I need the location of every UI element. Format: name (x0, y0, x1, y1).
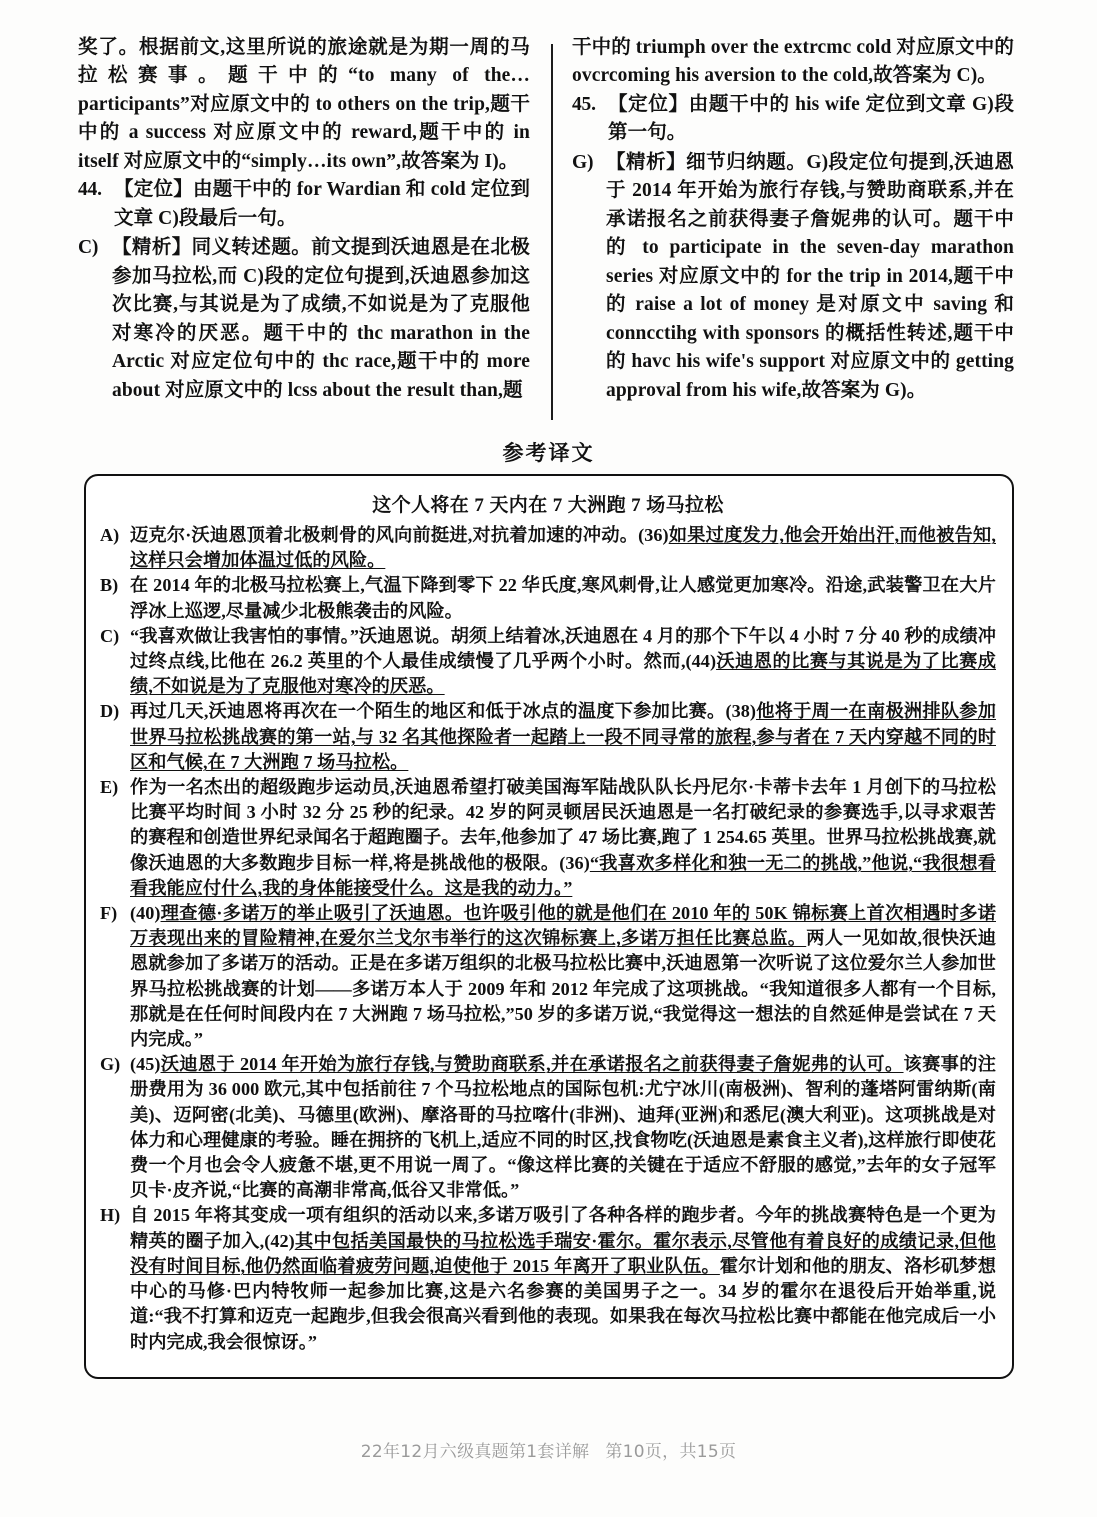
translation-paragraph (100, 573, 996, 623)
analysis-item-45-answer (572, 149, 1014, 405)
translation-paragraph-marker: F) (100, 903, 118, 924)
translation-segment: (45) (130, 1054, 161, 1075)
analysis-item-44-answer-text: 【精析】同义转述题。前文提到沃迪恩是在北极参加马拉松,而 C)段的定位句提到,沃迪恩参加这次比赛,与其说是为了成绩,不如说是为了克服他对寒冷的厌恶。题干中的 thc marathon in the Arctic 对应定位句中的 thc race,题干中的 more about 对应原文中的 lcss about the result than,题 (112, 237, 530, 401)
translation-segment: 霍尔计划和他的朋友、洛杉矶梦想中心的马修·巴内特牧师一起参加比赛,这是六名参赛的美国男子之一。34 岁的霍尔在退役后开始举重,说道:“我不打算和迈克一起跑步,但我会很高兴看到他的表现。如果我在每次马拉松比赛中都能在他完成后一小时内完成,我会很惊讶。” (130, 1255, 996, 1352)
translation-paragraph (100, 624, 996, 700)
translation-paragraph-marker: H) (100, 1205, 121, 1226)
translation-segment: 自 2015 年将其变成一项有组织的活动以来,多诺万吸引了各种各样的跑步者。今年的挑战赛特色是一个更为精英的圈子加入,(42) (130, 1205, 996, 1251)
analysis-columns (78, 34, 1030, 424)
translation-underlined-segment: 如果过度发力,他会开始出汗,而他被告知,这样只会增加体温过低的风险。 (130, 525, 996, 571)
analysis-continuation-text-right: 干中的 triumph over the extrcmc cold 对应原文中的 ovcrcoming his aversion to the cold,故答案为 C)。 (572, 37, 1014, 87)
translation-paragraph (100, 699, 996, 775)
translation-paragraph-text (130, 523, 996, 573)
translation-title: 这个人将在 7 天内在 7 大洲跑 7 场马拉松 (372, 495, 724, 516)
analysis-item-44-answer-marker: C) (78, 237, 99, 259)
analysis-item-45-answer-text: 【精析】细节归纳题。G)段定位句提到,沃迪恩于 2014 年开始为旅行存钱,与赞助商联系,并在承诺报名之前获得妻子詹妮弗的认可。题干中的 to participate in the seven-day marathon series 对应原文中的 for the trip in 2014,题干中的 raise a lot of money 是对原文中 saving 和 conncctihg with sponsors 的概括性转述,题干中的 havc his wife's support 对应原文中的 getting approval from his wife,故答案为 G)。 (606, 151, 1014, 401)
translation-paragraph-marker: D) (100, 701, 120, 722)
translation-paragraph-marker: C) (100, 625, 120, 646)
translation-paragraph (100, 1203, 996, 1354)
analysis-item-44-text: 【定位】由题干中的 for Wardian 和 cold 定位到文章 C)段最后一句。 (114, 179, 530, 229)
footer-page-number: 第10页，共15页 (605, 1442, 737, 1462)
translation-paragraph (100, 1052, 996, 1203)
translation-paragraph-text (130, 699, 996, 775)
analysis-continuation-text: 奖了。根据前文,这里所说的旅途就是为期一周的马拉松赛事。题干中的“to many of the…participants”对应原文中的 to others on the trip,题干中的 a success 对应原文中的 reward,题干中的 in itself 对应原文中的“simply…its own”,故答案为 I)。 (78, 37, 530, 172)
analysis-item-45-answer-marker: G) (572, 151, 594, 173)
translation-underlined-segment: “我喜欢多样化和独一无二的挑战,”他说,“我很想看看我能应付什么,我的身体能接受什么。这是我的动力。” (130, 852, 996, 898)
translation-segment: “我喜欢做让我害怕的事情。”沃迪恩说。胡须上结着冰,沃迪恩在 4 月的那个下午以 4 小时 7 分 40 秒的成绩冲过终点线,比他在 26.2 英里的个人最佳成绩慢了几乎两个小时。然而,(44) (130, 625, 996, 672)
analysis-item-44 (78, 176, 530, 233)
translation-underlined-segment: 他将于周一在南极洲排队参加世界马拉松挑战赛的第一站,与 32 名其他探险者一起踏上一段不同寻常的旅程,参与者在 7 天内穿越不同的时区和气候,在 7 大洲跑 7 场马拉松。 (130, 701, 997, 772)
translation-segment: 两人一见如故,很快沃迪恩就参加了多诺万的活动。正是在多诺万组织的北极马拉松比赛中,沃迪恩第一次听说了这位爱尔兰人参加世界马拉松挑战赛的计划——多诺万本人于 2009 年和 2012 年完成了这项挑战。“我知道很多人都有一个目标,那就是在任何时间段内在 7 大洲跑 7 场马拉松,”50 岁的多诺万说,“我觉得这一想法的自然延伸是尝试在 7 天内完成。” (130, 928, 996, 1050)
analysis-right-column (546, 34, 1014, 424)
analysis-left-column (78, 34, 546, 424)
translation-segment: 作为一名杰出的超级跑步运动员,沃迪恩希望打破美国海军陆战队队长丹尼尔·卡蒂卡去年 1 月创下的马拉松比赛平均时间 3 小时 32 分 25 秒的纪录。42 岁的阿灵顿居民沃迪恩是一名打破纪录的参赛选手,以寻求艰苦的赛程和创造世界纪录闻名于超跑圈子。去年,他参加了 47 场比赛,跑了 1 254.65 英里。世界马拉松挑战赛,就像沃迪恩的大多数跑步目标一样,将是挑战他的极限。(36) (130, 777, 996, 873)
reference-translation-heading: 参考译文 (502, 441, 595, 465)
page-footer (0, 1437, 1097, 1462)
analysis-item-45-text: 【定位】由题干中的 his wife 定位到文章 G)段第一句。 (608, 93, 1014, 144)
translation-paragraph (100, 775, 996, 901)
translation-underlined-segment: 其中包括美国最快的马拉松选手瑞安·霍尔。霍尔表示,尽管他有着良好的成绩记录,但他没有时间目标,他仍然面临着疲劳问题,迫使他于 2015 年离开了职业队伍。 (130, 1230, 996, 1276)
translation-paragraph (100, 901, 996, 1052)
analysis-item-45 (572, 91, 1014, 148)
analysis-item-44-answer (78, 234, 530, 405)
translation-segment: 迈克尔·沃迪恩顶着北极刺骨的风向前挺进,对抗着加速的冲动。(36) (130, 525, 669, 545)
translation-paragraph-marker: G) (100, 1054, 121, 1075)
translation-segment: (40) (130, 903, 161, 924)
translation-underlined-segment: 沃迪恩的比赛与其说是为了比赛成绩,不如说是为了克服他对寒冷的厌恶。 (130, 651, 996, 697)
translation-segment: 该赛事的注册费用为 36 000 欧元,其中包括前往 7 个马拉松地点的国际包机:尤宁冰川(南极洲)、智利的蓬塔阿雷纳斯(南美)、迈阿密(北美)、马德里(欧洲)、摩洛哥的马拉喀什(非洲)、迪拜(亚洲)和悉尼(澳大利亚)。这项挑战是对体力和心理健康的考验。睡在拥挤的飞机上,适应不同的时区,找食物吃(沃迪恩是素食主义者),这样旅行即使花费一个月也会令人疲惫不堪,更不用说一周了。“像这样比赛的关键在于适应不舒服的感觉,”去年的女子冠军贝卡·皮齐说,“比赛的高潮非常高,低谷又非常低。” (130, 1054, 996, 1201)
footer-source: 22年12月六级真题第1套详解 (360, 1442, 590, 1462)
translation-paragraph-text (130, 1052, 996, 1203)
translation-paragraph-marker: B) (100, 575, 119, 596)
translation-underlined-segment: 沃迪恩于 2014 年开始为旅行存钱,与赞助商联系,并在承诺报名之前获得妻子詹妮弗的认可。 (160, 1054, 904, 1075)
translation-paragraph (100, 523, 996, 573)
translation-paragraph-text (130, 775, 996, 901)
translation-paragraph-text (130, 1203, 996, 1354)
analysis-item-44-marker: 44. (78, 179, 102, 201)
analysis-item-45-marker: 45. (572, 93, 596, 115)
translation-paragraph-list (100, 523, 996, 1355)
translation-paragraph-marker: E) (100, 777, 119, 798)
translation-paragraph-text (130, 573, 996, 623)
translation-underlined-segment: 理查德·多诺万的举止吸引了沃迪恩。也许吸引他的就是他们在 2010 年的 50K 锦标赛上首次相遇时多诺万表现出来的冒险精神,在爱尔兰戈尔韦举行的这次锦标赛上,多诺万担任比赛总监。 (130, 903, 996, 949)
translation-paragraph-text (130, 901, 996, 1052)
translation-box (84, 474, 1014, 1379)
translation-segment: 再过几天,沃迪恩将再次在一个陌生的地区和低于冰点的温度下参加比赛。(38) (130, 701, 757, 722)
translation-paragraph-text (130, 624, 996, 700)
translation-paragraph-marker: A) (100, 525, 120, 545)
translation-segment: 在 2014 年的北极马拉松赛上,气温下降到零下 22 华氏度,寒风刺骨,让人感觉更加寒冷。沿途,武装警卫在大片浮冰上巡逻,尽量减少北极熊袭击的风险。 (130, 575, 996, 621)
